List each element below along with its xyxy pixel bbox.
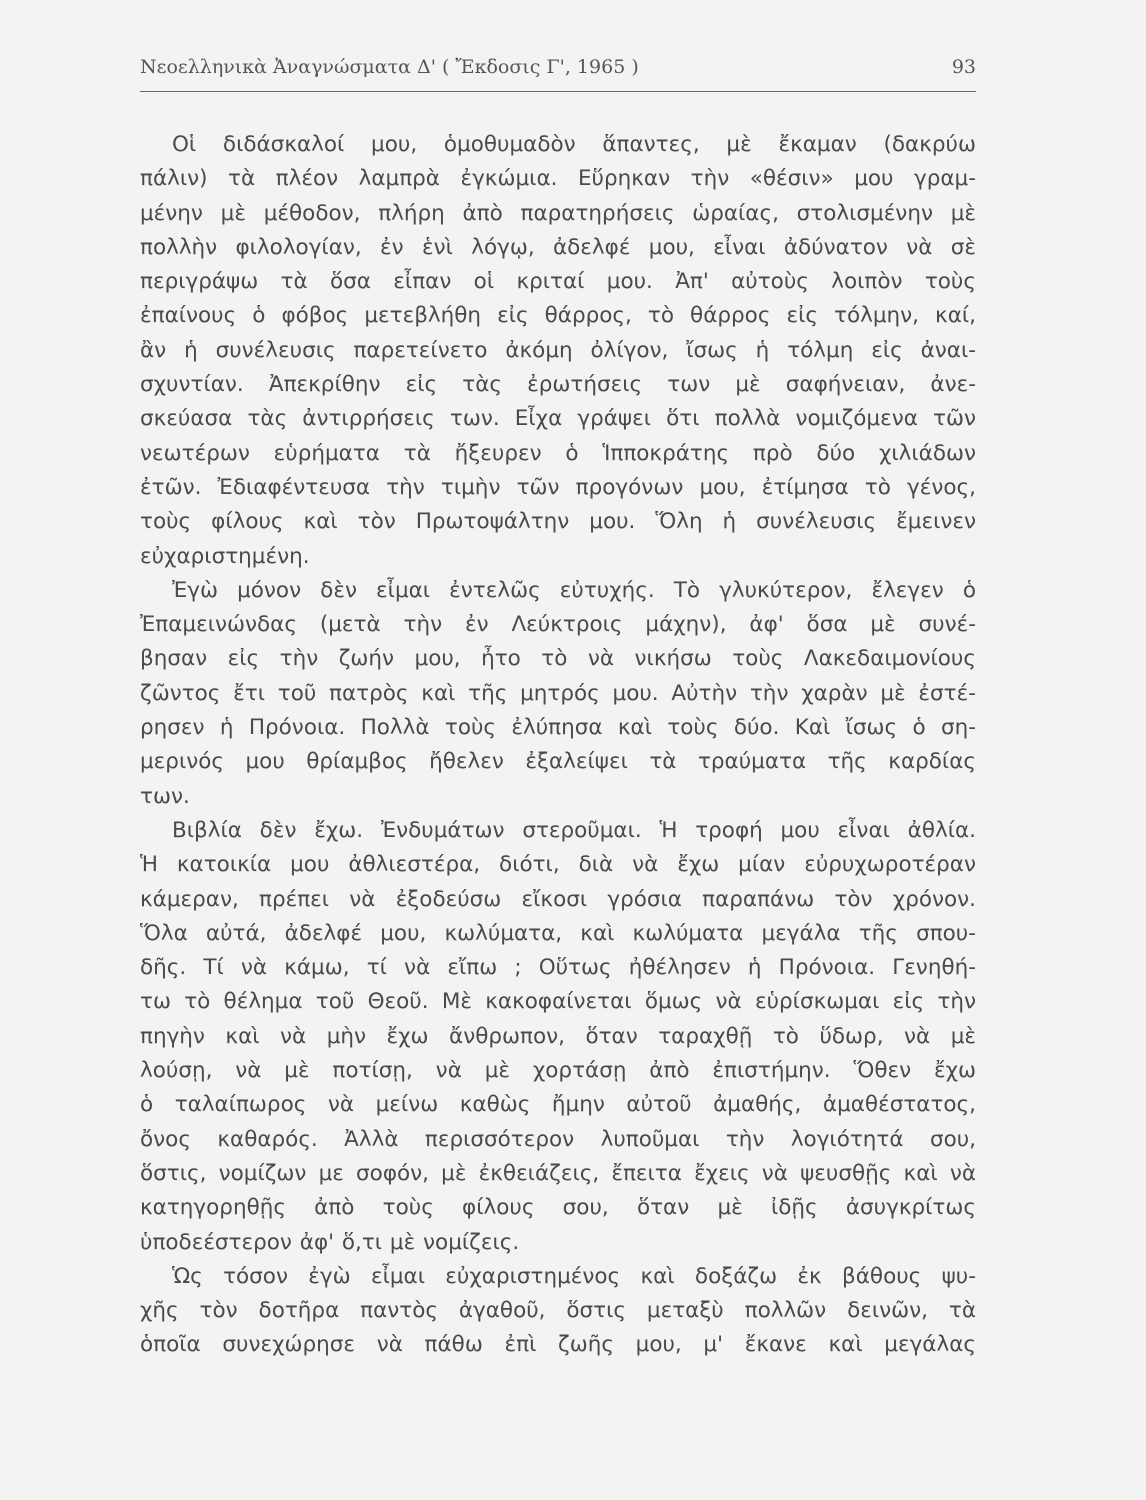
text-line: πηγὴν καὶ νὰ μὴν ἔχω ἄνθρωπον, ὅταν ταραχθῇ τὸ ὕδωρ, νὰ μὲ [140, 1023, 976, 1049]
paragraph [140, 1260, 976, 1363]
text-line: ἐτῶν. Ἐδιαφέντευσα τὴν τιμὴν τῶν προγόνων μου, ἐτίμησα τὸ γένος, [140, 474, 976, 500]
text-line: των. [140, 783, 190, 809]
text-line: τω τὸ θέλημα τοῦ Θεοῦ. Μὲ κακοφαίνεται ὅμως νὰ εὑρίσκωμαι εἰς τὴν [140, 989, 976, 1015]
text-line: Βιβλία δὲν ἔχω. Ἐνδυμάτων στεροῦμαι. Ἡ τροφή μου εἶναι ἀθλία. [172, 817, 976, 843]
paragraph [140, 128, 976, 574]
running-header-title: Νεοελληνικὰ Ἀναγνώσματα Δ' ( Ἔκδοσις Γ', 1965 ) [140, 56, 639, 78]
text-line: πάλιν) τὰ πλέον λαμπρὰ ἐγκώμια. Εὕρηκαν τὴν «θέσιν» μου γραμ- [140, 166, 976, 192]
text-line: περιγράψω τὰ ὅσα εἶπαν οἱ κριταί μου. Ἀπ' αὐτοὺς λοιπὸν τοὺς [140, 269, 976, 295]
text-line: εὐχαριστημένη. [140, 543, 310, 569]
text-line: πολλὴν φιλολογίαν, ἐν ἑνὶ λόγῳ, ἀδελφέ μου, εἶναι ἀδύνατον νὰ σὲ [140, 234, 976, 260]
text-line: μένην μὲ μέθοδον, πλήρη ἀπὸ παρατηρήσεις ὡραίας, στολισμένην μὲ [140, 200, 976, 226]
text-line: δῆς. Τί νὰ κάμω, τί νὰ εἴπω ; Οὕτως ἠθέλησεν ἡ Πρόνοια. Γενηθή- [140, 955, 976, 981]
text-line: Οἱ διδάσκαλοί μου, ὁμοθυμαδὸν ἅπαντες, μὲ ἔκαμαν (δακρύω [172, 132, 976, 157]
paragraph [140, 574, 976, 814]
text-line: χῆς τὸν δοτῆρα παντὸς ἀγαθοῦ, ὅστις μεταξὺ πολλῶν δεινῶν, τὰ [140, 1298, 976, 1324]
text-line: Ὅλα αὐτά, ἀδελφέ μου, κωλύματα, καὶ κωλύματα μεγάλα τῆς σπου- [140, 920, 976, 946]
text-line: νεωτέρων εὑρήματα τὰ ἤξευρεν ὁ Ἱπποκράτης πρὸ δύο χιλιάδων [140, 440, 976, 466]
paragraph [140, 814, 976, 1260]
page-number: 93 [951, 56, 976, 78]
body-text [140, 128, 976, 1363]
text-line: ἐπαίνους ὁ φόβος μετεβλήθη εἰς θάρρος, τὸ θάρρος εἰς τόλμην, καί, [140, 303, 976, 329]
text-line: ὅστις, νομίζων με σοφόν, μὲ ἐκθειάζεις, ἔπειτα ἔχεις νὰ ψευσθῇς καὶ νὰ [140, 1160, 976, 1186]
text-line: ὄνος καθαρός. Ἀλλὰ περισσότερον λυποῦμαι τὴν λογιότητά σου, [140, 1126, 976, 1152]
text-line: ζῶντος ἔτι τοῦ πατρὸς καὶ τῆς μητρός μου. Αὐτὴν τὴν χαρὰν μὲ ἐστέ- [140, 680, 976, 706]
text-line: ὑποδεέστερον ἀφ' ὅ,τι μὲ νομίζεις. [140, 1229, 520, 1255]
text-line: ὁποῖα συνεχώρησε νὰ πάθω ἐπὶ ζωῆς μου, μ' ἔκανε καὶ μεγάλας [140, 1332, 976, 1358]
text-line: κάμεραν, πρέπει νὰ ἐξοδεύσω εἴκοσι γρόσια παραπάνω τὸν χρόνον. [140, 886, 976, 912]
text-line: κατηγορηθῇς ἀπὸ τοὺς φίλους σου, ὅταν μὲ ἰδῇς ἀσυγκρίτως [140, 1195, 976, 1221]
text-line: Ὡς τόσον ἐγὼ εἶμαι εὐχαριστημένος καὶ δοξάζω ἐκ βάθους ψυ- [172, 1263, 976, 1289]
text-line: βησαν εἰς τὴν ζωήν μου, ἦτο τὸ νὰ νικήσω τοὺς Λακεδαιμονίους [140, 646, 976, 672]
text-line: τοὺς φίλους καὶ τὸν Πρωτοψάλτην μου. Ὅλη ἡ συνέλευσις ἔμεινεν [140, 509, 976, 535]
text-line: σκεύασα τὰς ἀντιρρήσεις των. Εἶχα γράψει ὅτι πολλὰ νομιζόμενα τῶν [140, 406, 976, 432]
text-line: Ἡ κατοικία μου ἀθλιεστέρα, διότι, διὰ νὰ ἔχω μίαν εὐρυχωροτέραν [140, 852, 976, 878]
text-line: μερινός μου θρίαμβος ἤθελεν ἐξαλείψει τὰ τραύματα τῆς καρδίας [140, 749, 976, 775]
text-line: ἂν ἡ συνέλευσις παρετείνετο ἀκόμη ὀλίγον, ἴσως ἡ τόλμη εἰς ἀναι- [140, 337, 976, 363]
text-line: σχυντίαν. Ἀπεκρίθην εἰς τὰς ἐρωτήσεις των μὲ σαφήνειαν, ἀνε- [140, 372, 976, 398]
text-line: λούσῃ, νὰ μὲ ποτίσῃ, νὰ μὲ χορτάσῃ ἀπὸ ἐπιστήμην. Ὅθεν ἔχω [140, 1058, 976, 1084]
text-line: ρησεν ἡ Πρόνοια. Πολλὰ τοὺς ἐλύπησα καὶ τοὺς δύο. Καὶ ἴσως ὁ ση- [140, 715, 976, 741]
text-line: ὁ ταλαίπωρος νὰ μείνω καθὼς ἤμην αὐτοῦ ἀμαθής, ἀμαθέστατος, [140, 1092, 976, 1118]
running-header [140, 56, 976, 86]
header-rule [140, 91, 976, 92]
text-line: Ἐγὼ μόνον δὲν εἶμαι ἐντελῶς εὐτυχής. Τὸ γλυκύτερον, ἔλεγεν ὁ [172, 577, 976, 603]
text-line: Ἐπαμεινώνδας (μετὰ τὴν ἐν Λεύκτροις μάχην), ἀφ' ὅσα μὲ συνέ- [140, 612, 976, 638]
